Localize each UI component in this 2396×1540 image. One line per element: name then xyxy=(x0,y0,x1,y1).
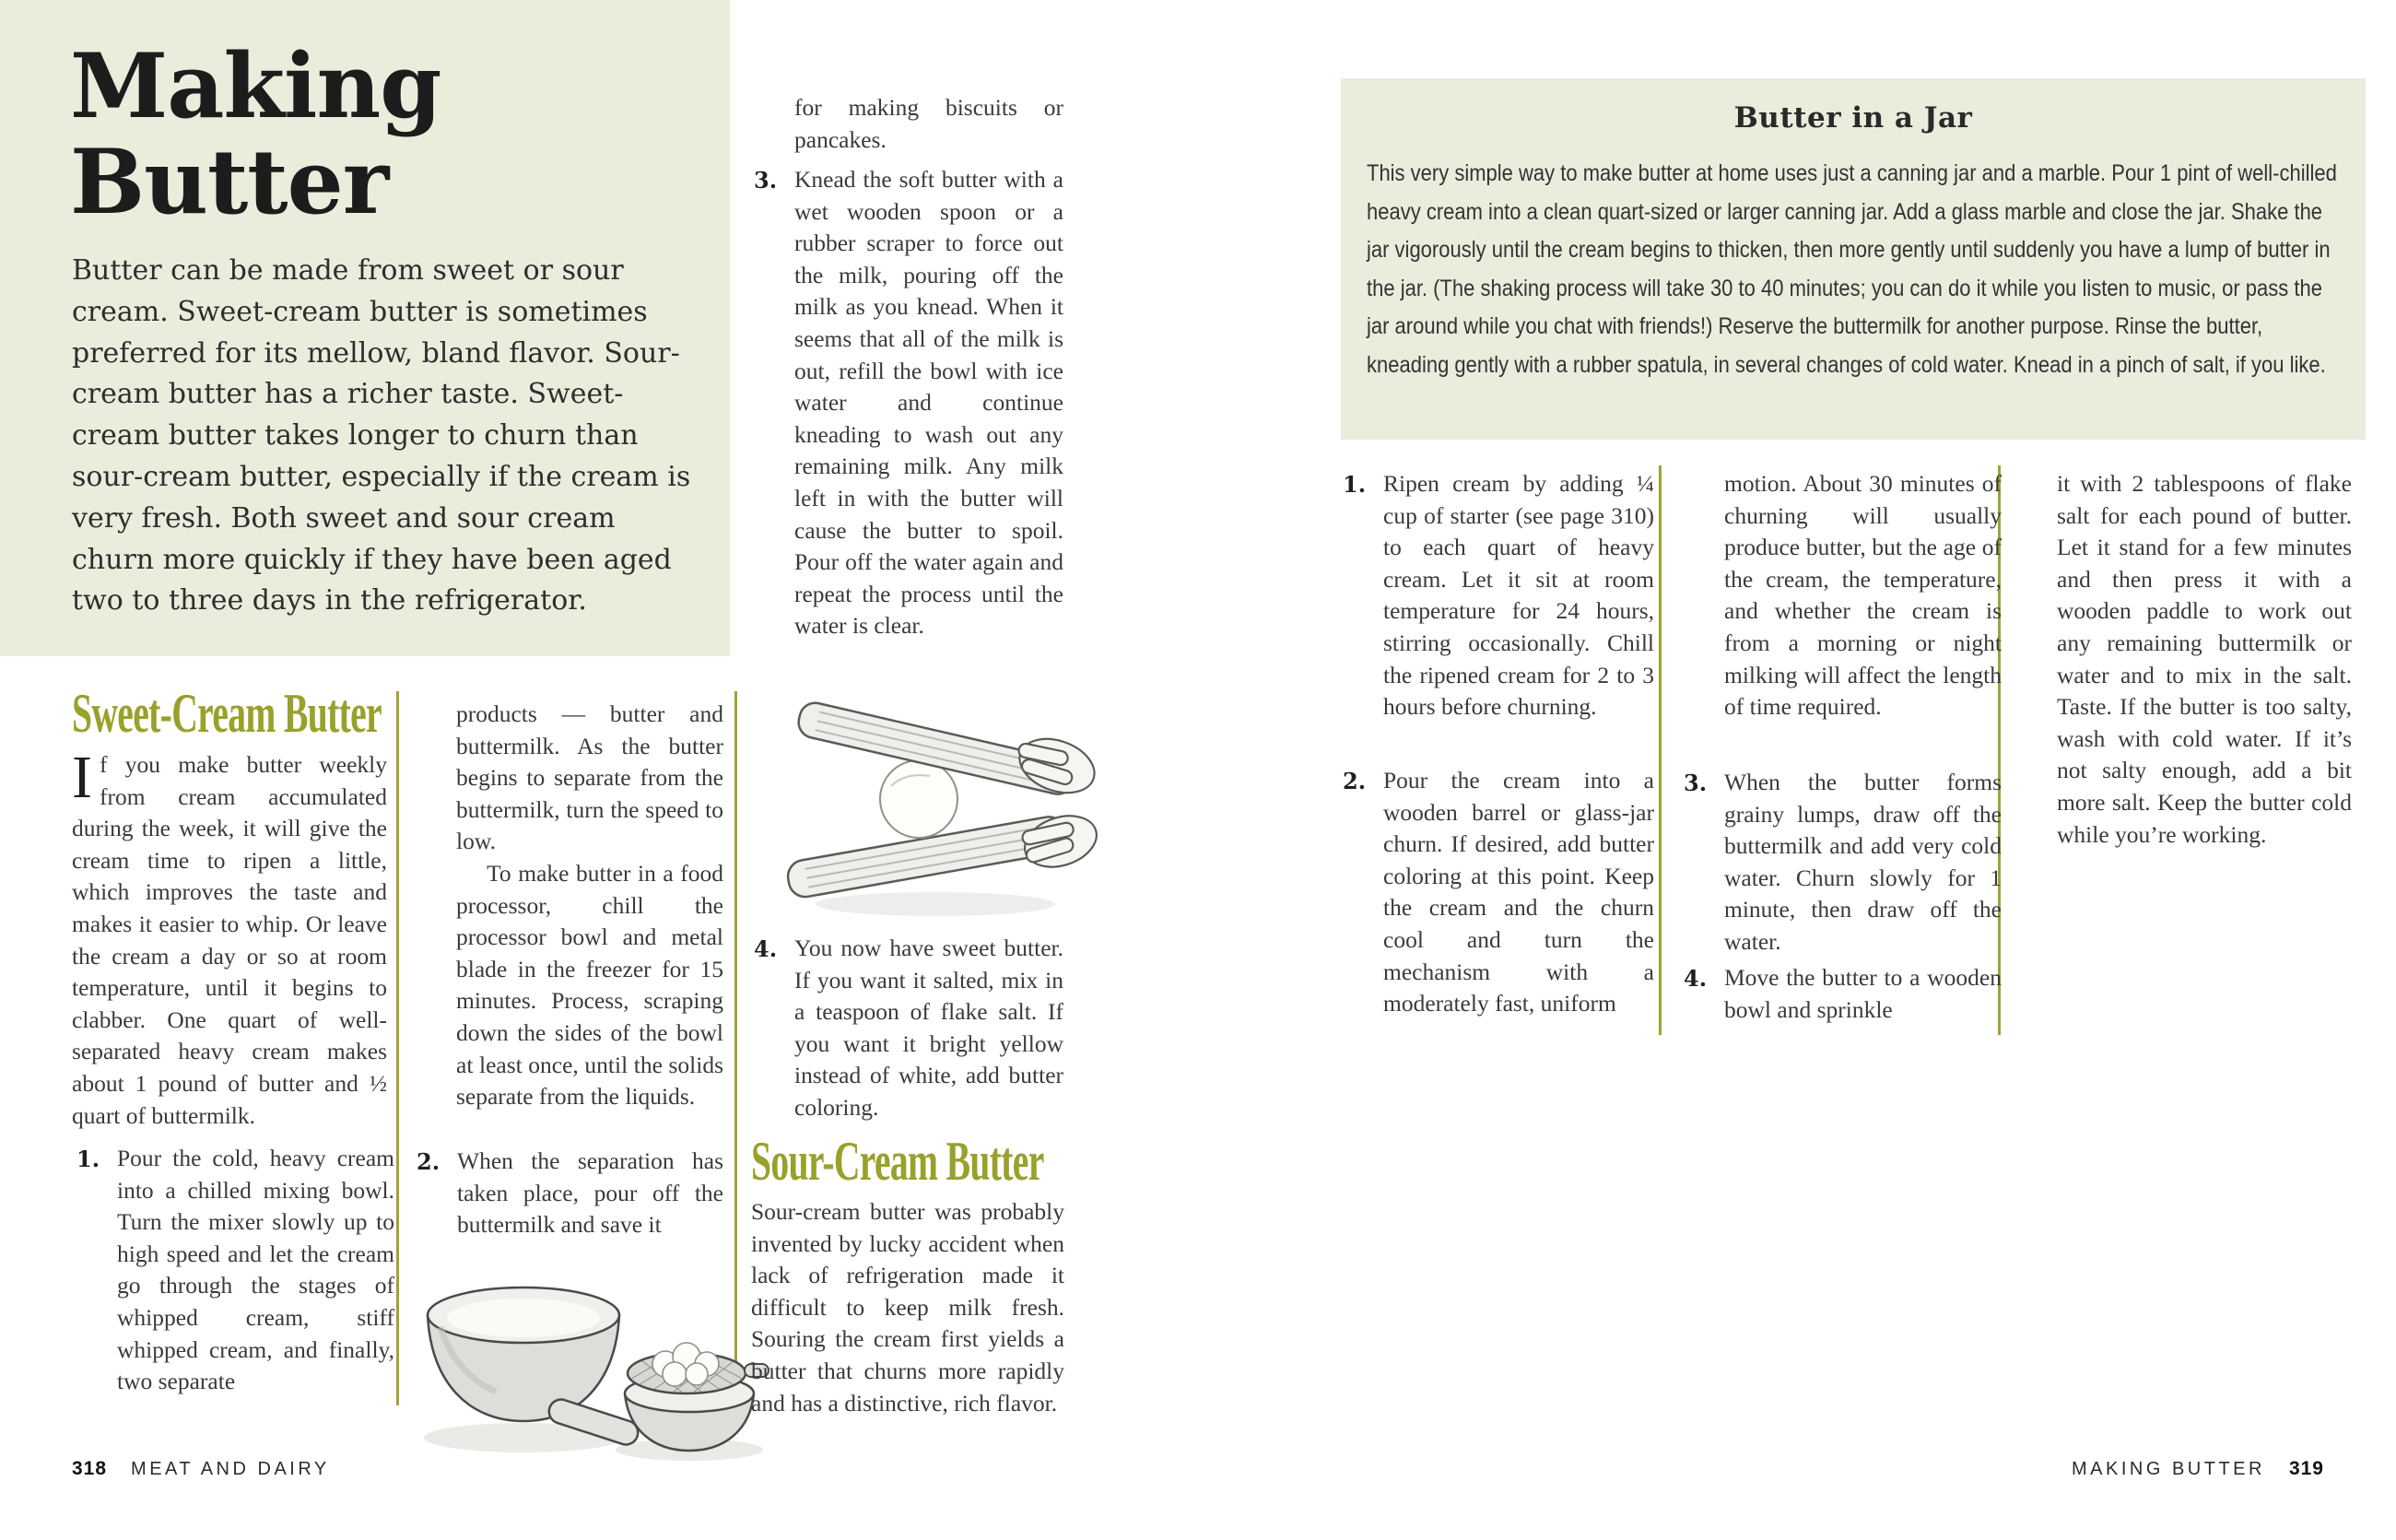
column-divider-rule xyxy=(396,691,399,1405)
step-number: 3. xyxy=(754,167,778,194)
jar-box-title: Butter in a Jar xyxy=(1733,101,1973,135)
dropcap-letter: I xyxy=(72,744,92,811)
left-page-footer xyxy=(72,1458,330,1480)
continuation-paragraph xyxy=(2016,468,2352,851)
continuation-paragraph xyxy=(754,92,1063,156)
step-number: 2. xyxy=(1343,768,1367,794)
section-heading-sour-cream-butter: Sour-Cream Butter xyxy=(751,1131,1044,1192)
step-text: When the butter forms grainy lumps, draw off the buttermilk and add very cold water. Churn slowly for 1 minute, then draw off the water. xyxy=(1724,769,2002,955)
paragraph-text: products — butter and buttermilk. As the butter begins to separate from the buttermilk, turn the speed to low. xyxy=(456,700,723,855)
sour-cream-paragraph: Sour-cream butter was probably invented by lucky accident when lack of refrigeration made it difficult to keep milk fresh. Souring the cream first yields a butter that churns more rapidly and has a distinctive, rich flavor. xyxy=(751,1198,1064,1417)
paragraph-text: f you make butter weekly from cream accumulated during the week, it will give the cream time to ripen a little, which improves the taste and makes it easier to whip. Or leave the cream a day or so at room temperature, until it begins to clabber. One quart of well-separated heavy cream makes about 1 pound of butter and ½ quart of buttermilk. xyxy=(72,751,387,1129)
step-item xyxy=(1684,767,2002,958)
page-title-line2: Butter xyxy=(70,130,389,234)
step-number: 2. xyxy=(417,1148,440,1175)
paragraph-text: motion. About 30 minutes of churning will usually produce butter, but the age of the cream, the temperature, and whether the cream is from a morning or night milking will affect the length of time required. xyxy=(1724,470,2002,721)
section-heading-sweet-cream-butter: Sweet-Cream Butter xyxy=(72,683,382,744)
right-page-footer xyxy=(1981,1458,2324,1480)
column-divider-rule xyxy=(1659,465,1662,1035)
page-title xyxy=(70,34,441,234)
step-item xyxy=(754,933,1063,1124)
page-title-line1: Making xyxy=(70,34,441,138)
step-text: Pour the cold, heavy cream into a chilled mixing bowl. Turn the mixer slowly up to high speed and let the cream go through the stages of whipped cream, stiff whipped cream, and finally, two separate xyxy=(117,1145,394,1395)
footer-section-label: MEAT AND DAIRY xyxy=(131,1459,330,1479)
step-text: When the separation has taken place, pour off the buttermilk and save it xyxy=(457,1147,723,1239)
butter-in-a-jar-box xyxy=(1341,78,2366,440)
step-text: Move the butter to a wooden bowl and sprinkle xyxy=(1724,964,2002,1023)
butter-paddles-hands-illustration xyxy=(760,677,1101,926)
footer-page-number: 319 xyxy=(2288,1458,2324,1479)
step-item xyxy=(754,164,1063,642)
mixing-bowl-strainer-illustration xyxy=(413,1246,777,1467)
step-number: 1. xyxy=(76,1146,100,1172)
intro-paragraph: Butter can be made from sweet or sour cream. Sweet-cream butter is sometimes preferred for its mellow, bland flavor. Sour-cream butter has a richer taste. Sweet-cream butter takes longer to churn than sour-cream butter, especially if the cream is very fresh. Both sweet and sour cream churn more quickly if they have been aged two to three days in the refrigerator. xyxy=(72,254,691,617)
step-item xyxy=(1343,468,1654,723)
step-item xyxy=(76,1143,394,1398)
step-number: 3. xyxy=(1684,770,1708,796)
footer-section-label: MAKING BUTTER xyxy=(2072,1459,2265,1479)
jar-box-body: This very simple way to make butter at home uses just a canning jar and a marble. Pour 1 pint of well-chilled heavy cream into a clean quart-sized or larger canning jar. Add a glass marble and close the jar. Shake the jar vigorously until the cream begins to thicken, then more gently until suddenly you have a lump of butter in the jar. (The shaking process will take 30 to 40 minutes; you can do it while you listen to music, or pass the jar around while you chat with friends!) Reserve the buttermilk for another purpose. Rinse the butter, kneading gently with a rubber spatula, in several changes of cold water. Knead in a pinch of salt, if you like. xyxy=(1367,160,2337,378)
sweet-cream-intro-paragraph xyxy=(72,744,387,1132)
paragraph-text: To make butter in a food processor, chill the processor bowl and metal blade in the freezer for 15 minutes. Process, scraping down the sides of the bowl at least once, until the solids separate from the liquids. xyxy=(456,859,723,1111)
footer-page-number: 318 xyxy=(72,1458,108,1479)
continuation-paragraph xyxy=(1684,468,2002,723)
step-item xyxy=(1343,765,1654,1020)
step-number: 1. xyxy=(1343,471,1367,498)
continuation-paragraphs xyxy=(456,699,723,1113)
step-item xyxy=(417,1146,723,1241)
step-text: Pour the cream into a wooden barrel or glass-jar churn. If desired, add butter coloring at this point. Keep the cream and the churn cool and turn the mechanism with a moderately fast, uniform xyxy=(1383,767,1654,1017)
step-text: Knead the soft butter with a wet wooden spoon or a rubber scraper to force out the milk, pouring off the milk as you knead. When it seems that all of the milk is out, refill the bowl with ice water and continue kneading to wash out any remaining milk. Any milk left in with the butter will cause the butter to spoil. Pour off the water again and repeat the process until the water is clear. xyxy=(794,166,1063,640)
step-number: 4. xyxy=(1684,965,1708,992)
step-text: Ripen cream by adding ¼ cup of starter (see page 310) to each quart of heavy cream. Let it sit at room temperature for 24 hours, stirring occasionally. Chill the ripened cream for 2 to 3 hours before churning. xyxy=(1383,470,1654,721)
step-number: 4. xyxy=(754,935,778,962)
step-item xyxy=(1684,962,2002,1026)
paragraph-text: for making biscuits or pancakes. xyxy=(794,94,1063,153)
step-text: You now have sweet butter. If you want it salted, mix in a teaspoon of flake salt. If you want it bright yellow instead of white, add butter coloring. xyxy=(794,935,1063,1121)
paragraph-text: it with 2 tablespoons of flake salt for each pound of butter. Let it stand for a few minutes and then press it with a wooden paddle to work out any remaining buttermilk or water and to mix in the salt. Taste. If the butter is too salty, wash with cold water. If it’s not salty enough, add a bit more salt. Keep the butter cold while you’re working. xyxy=(2057,470,2352,848)
